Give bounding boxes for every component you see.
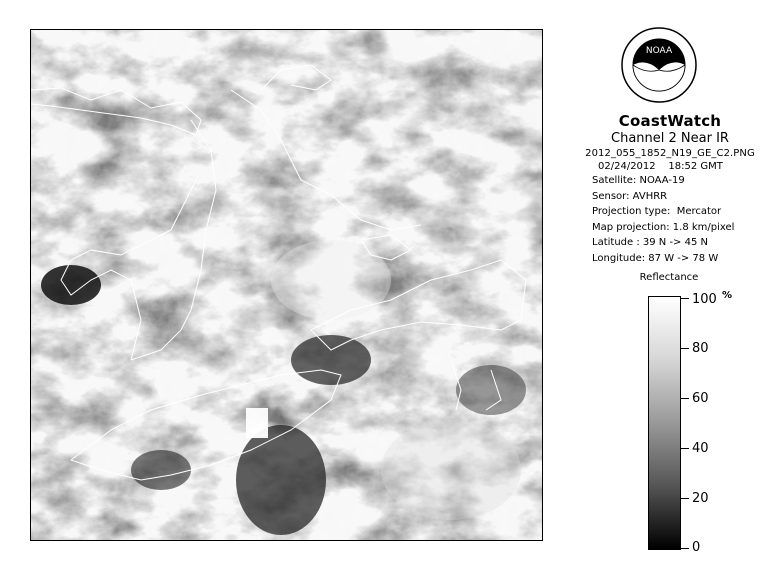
colorbar-label-0: 0 xyxy=(692,540,701,555)
panel-title: CoastWatch xyxy=(618,112,722,130)
file-name: 2012_055_1852_N19_GE_C2.PNG xyxy=(585,148,755,159)
info-panel xyxy=(560,112,780,266)
colorbar-tick xyxy=(681,498,689,499)
colorbar-tick xyxy=(681,348,689,349)
colorbar-label-40: 40 xyxy=(692,441,709,456)
logo-center-text: NOAA xyxy=(645,46,673,56)
colorbar-tick xyxy=(681,548,689,549)
colorbar-label-20: 20 xyxy=(692,491,709,506)
map-projection-text: Map projection: 1.8 km/pixel xyxy=(592,221,735,233)
time-text: 18:52 GMT xyxy=(668,161,723,172)
projection-type-text: Projection type: Mercator xyxy=(592,206,722,217)
colorbar-label-80: 80 xyxy=(692,341,709,356)
noaa-logo xyxy=(620,26,698,104)
colorbar-label-60: 60 xyxy=(692,391,709,406)
colorbar-tick xyxy=(681,448,689,449)
latitude-text: Latitude : 39 N -> 45 N xyxy=(592,237,708,248)
colorbar-label-100: 100 xyxy=(692,292,717,307)
colorbar-title: Reflectance xyxy=(639,272,699,283)
date-time-line xyxy=(598,161,780,172)
satellite-text: Satellite: NOAA-19 xyxy=(592,175,685,186)
reflectance-colorbar xyxy=(648,296,681,550)
colorbar-tick xyxy=(681,298,689,299)
panel-subtitle: Channel 2 Near IR xyxy=(611,131,729,146)
longitude-text: Longitude: 87 W -> 78 W xyxy=(592,252,719,264)
date-text: 02/24/2012 xyxy=(598,161,656,172)
colorbar-unit: % xyxy=(722,290,733,301)
colorbar-tick xyxy=(681,398,689,399)
sensor-text: Sensor: AVHRR xyxy=(592,190,668,202)
satellite-image xyxy=(30,29,543,541)
